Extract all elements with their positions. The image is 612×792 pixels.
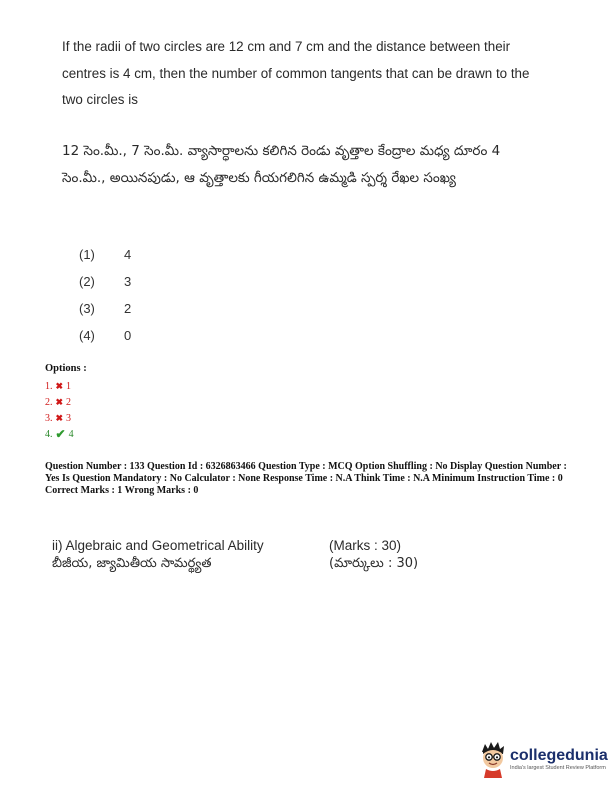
section-title-telugu: బీజీయ, జ్యామితీయ సామర్థ్యత <box>52 556 212 571</box>
option-label: 3. <box>45 412 53 424</box>
brand-name: collegedunia <box>510 746 608 764</box>
option-value: 1 <box>66 380 72 392</box>
choice-value: 0 <box>124 328 132 343</box>
section-title <box>52 537 264 573</box>
option-label: 4. <box>45 428 53 440</box>
question-details: Question Number : 133 Question Id : 6326863466 Question Type : MCQ Option Shuffling : No Display Question Number : Yes Is Question Mandatory : No Calculator : None Response Time : N.A Think Time : N.A Minimum Instruction Time : 0 <box>45 461 567 484</box>
section-marks-english: (Marks : 30) <box>329 538 402 553</box>
section-title-english: ii) Algebraic and Geometrical Ability <box>52 538 264 553</box>
question-metadata <box>45 461 570 497</box>
option-label: 2. <box>45 396 53 408</box>
choice-number: (1) <box>79 247 95 262</box>
option-value: 3 <box>66 412 72 424</box>
choice-4 <box>79 328 131 355</box>
choice-number: (2) <box>79 274 95 289</box>
section-marks <box>329 537 418 573</box>
option-item-4 <box>45 426 74 442</box>
choice-value: 2 <box>124 301 132 316</box>
option-value: 2 <box>66 396 72 408</box>
option-value: 4 <box>68 428 74 440</box>
options-list <box>45 378 74 442</box>
option-item-3 <box>45 410 74 426</box>
question-text-english: If the radii of two circles are 12 cm and 7 cm and the distance between their centres is 4 cm, then the number of common tangents that can be drawn to the two circles is <box>62 39 530 107</box>
answer-choices <box>79 247 131 355</box>
choice-3 <box>79 301 131 328</box>
choice-1 <box>79 247 131 274</box>
choice-value: 4 <box>124 247 132 262</box>
mascot-icon <box>478 740 508 778</box>
choice-2 <box>79 274 131 301</box>
section-marks-telugu: (మార్కులు : 30) <box>329 556 419 571</box>
cross-icon: ✖ <box>55 412 64 423</box>
cross-icon: ✖ <box>55 396 64 407</box>
question-text-telugu: 12 సెం.మీ., 7 సెం.మీ. వ్యాసార్ధాలను కలిగిన రెండు వృత్తాల కేంద్రాల మధ్య దూరం 4 సెం.మీ., అయినపుడు, ఆ వృత్తాలకు గీయగలిగిన ఉమ్మడి స్పర్శ రేఖల సంఖ్య <box>62 143 501 186</box>
checkmark-icon: ✔ <box>55 426 66 441</box>
option-item-1 <box>45 378 74 394</box>
choice-value: 3 <box>124 274 132 289</box>
cross-icon: ✖ <box>55 380 64 391</box>
marks-info: Correct Marks : 1 Wrong Marks : 0 <box>45 485 199 496</box>
brand-tagline: India's largest Student Review Platform <box>510 764 606 771</box>
option-label: 1. <box>45 380 53 392</box>
collegedunia-logo <box>478 740 608 778</box>
options-heading: Options : <box>45 363 87 374</box>
choice-number: (3) <box>79 301 95 316</box>
choice-number: (4) <box>79 328 95 343</box>
option-item-2 <box>45 394 74 410</box>
